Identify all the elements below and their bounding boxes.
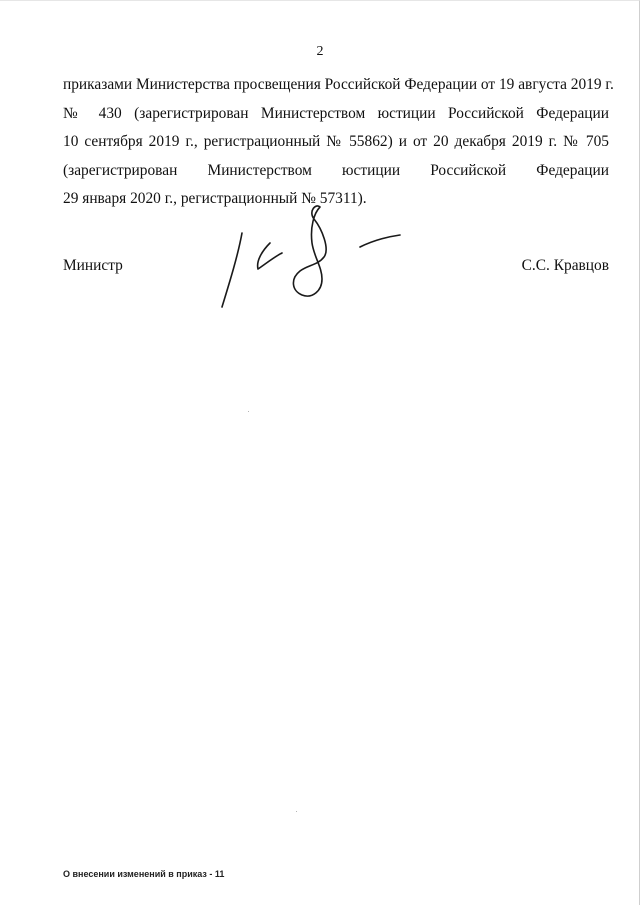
body-paragraph <box>63 71 614 214</box>
handwritten-signature <box>218 199 408 311</box>
signature-row <box>63 257 609 279</box>
signature-stroke-4 <box>360 235 400 247</box>
footer-note: О внесении изменений в приказ - 11 <box>63 869 225 879</box>
signer-name: С.С. Кравцов <box>521 257 609 274</box>
body-line-4: (зарегистрирован Министерством юстиции Российской Федерации <box>63 161 609 179</box>
body-line-3: 10 сентября 2019 г., регистрационный № 55862) и от 20 декабря 2019 г. № 705 <box>63 133 609 150</box>
scan-speck <box>248 411 249 412</box>
scan-speck <box>296 811 297 812</box>
signer-title: Министр <box>63 257 123 274</box>
body-line-1: приказами Министерства просвещения Российской Федерации от 19 августа 2019 г. <box>63 76 614 93</box>
body-line-5: 29 января 2020 г., регистрационный № 57311). <box>63 190 367 207</box>
body-line-2: № 430 (зарегистрирован Министерством юстиции Российской Федерации <box>63 104 609 122</box>
page-number: 2 <box>316 44 324 59</box>
signature-stroke-3 <box>293 206 326 296</box>
